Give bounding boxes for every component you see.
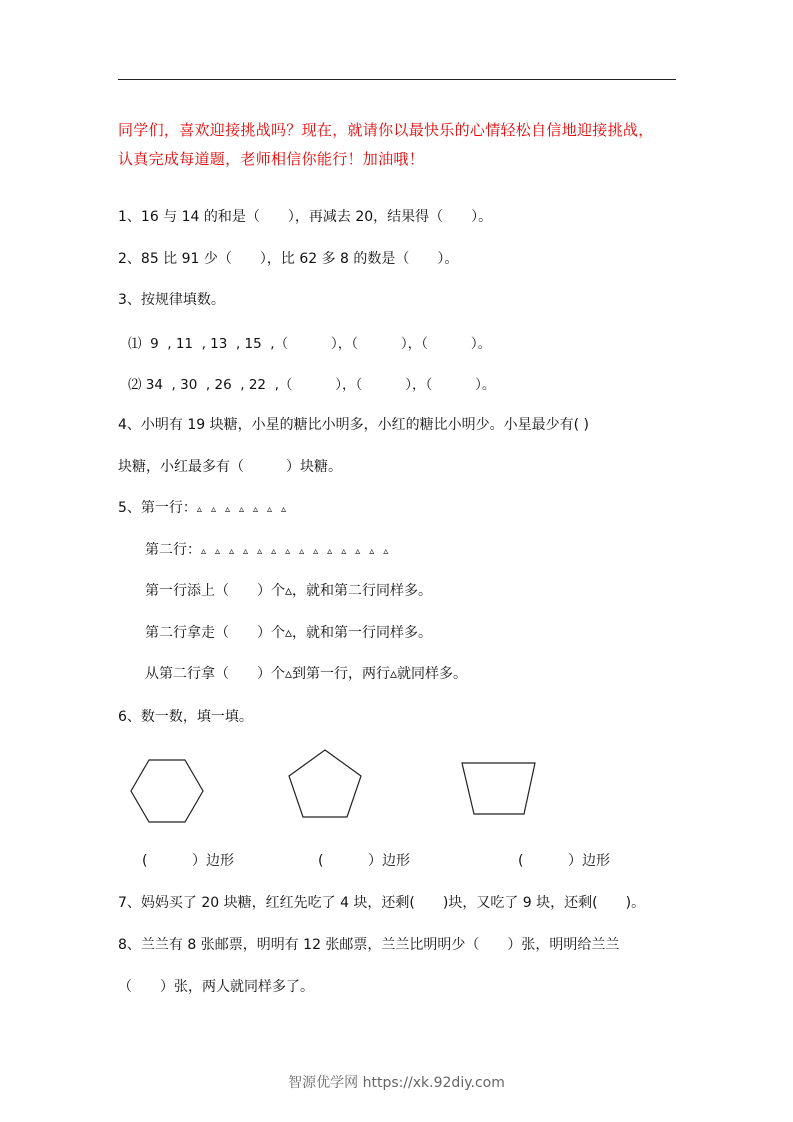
question-5-line-3: 第一行添上（ ）个▵，就和第二行同样多。 [145, 583, 433, 599]
question-3-row-2: ⑵ 34 , 30 , 26 , 22 ,（ ），（ ），（ ）。 [128, 377, 496, 393]
header-rule [118, 79, 676, 80]
question-5-row-1 [118, 497, 295, 517]
intro-line-1: 同学们，喜欢迎接挑战吗？现在，就请你以最快乐的心情轻松自信地迎接挑战， [118, 121, 654, 139]
question-5-line-5: 从第二行拿（ ）个▵到第一行，两行▵就同样多。 [145, 666, 468, 682]
question-4-line-1: 4、小明有 19 块糖，小星的糖比小明多，小红的糖比小明少。小星最少有( ) [118, 417, 589, 433]
question-5-line-4: 第二行拿走（ ）个▵，就和第一行同样多。 [145, 625, 433, 641]
triangle-row-1: ▵▵▵▵▵▵▵ [196, 504, 296, 515]
question-8-line-1: 8、兰兰有 8 张邮票，明明有 12 张邮票，兰兰比明明少（ ）张，明明给兰兰 [118, 937, 620, 953]
hexagon-shape [128, 757, 206, 825]
question-4-line-2: 块糖，小红最多有（ ）块糖。 [118, 459, 342, 475]
question-8-line-2: （ ）张，两人就同样多了。 [118, 979, 314, 995]
question-1: 1、16 与 14 的和是（ ），再减去 20，结果得（ ）。 [118, 209, 493, 225]
shape-label-1: ( ）边形 [142, 853, 234, 869]
triangle-row-2: ▵▵▵▵▵▵▵▵▵▵▵▵▵▵ [201, 546, 398, 557]
question-7: 7、妈妈买了 20 块糖，红红先吃了 4 块，还剩( )块，又吃了 9 块，还剩( )。 [118, 895, 646, 911]
question-2: 2、85 比 91 少（ ），比 62 多 8 的数是（ ）。 [118, 251, 459, 267]
question-5-row-2 [145, 539, 397, 559]
question-5-row-1-label: 5、第一行： [118, 500, 197, 516]
question-3-row-1: ⑴ 9 , 11 , 13 , 15 ,（ ），（ ），（ ）。 [128, 336, 492, 352]
question-6-title: 6、数一数，填一填。 [118, 709, 253, 725]
intro-line-2: 认真完成每道题，老师相信你能行！加油哦！ [118, 150, 425, 168]
pentagon-shape [286, 748, 364, 820]
shape-label-3: ( ）边形 [518, 853, 610, 869]
question-3-title: 3、按规律填数。 [118, 292, 225, 308]
trapezoid-shape [460, 761, 538, 817]
question-5-row-2-label: 第二行： [145, 542, 201, 558]
shape-label-2: ( ）边形 [318, 853, 410, 869]
footer-watermark: 智源优学网 https://xk.92diy.com [288, 1075, 505, 1091]
